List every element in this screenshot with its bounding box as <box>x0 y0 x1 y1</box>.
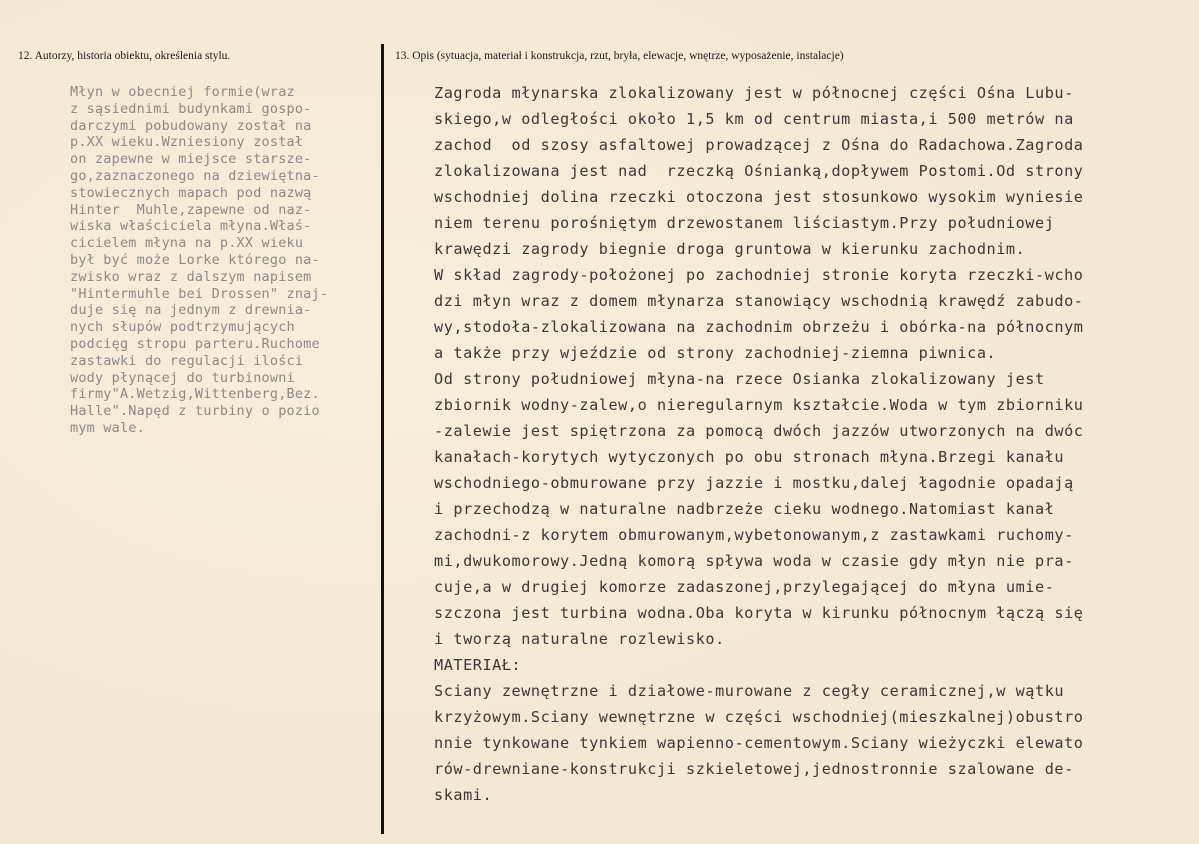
section-13-heading: 13. Opis (sytuacja, materiał i konstrukcja, rzut, bryła, elewacje, wnętrze, wyposażenie, instalacje) <box>395 50 844 62</box>
history-text-line: on zapewne w miejsce starsze- <box>70 151 312 168</box>
history-text-line: podcięg stropu parteru.Ruchome <box>70 335 320 352</box>
description-text-line: zbiornik wodny-zalew,o nieregularnym kształcie.Woda w tym zbiorniku <box>434 396 1084 414</box>
description-text-line: Sciany zewnętrzne i działowe-murowane z cegły ceramicznej,w wątku <box>434 682 1065 700</box>
history-text-line: mym wale. <box>70 419 145 436</box>
description-text-line: -zalewie jest spiętrzona za pomocą dwóch jazzów utworzonych na dwóc <box>434 422 1084 440</box>
history-text-line: z sąsiednimi budynkami gospo- <box>70 100 312 117</box>
description-text-line: krawędzi zagrody biegnie droga gruntowa w kierunku zachodnim. <box>434 240 1026 258</box>
description-text-line: Od strony południowej młyna-na rzece Osianka zlokalizowany jest <box>434 370 1045 388</box>
history-text-line: firmy"A.Wetzig,Wittenberg,Bez. <box>70 386 320 403</box>
description-text-line: rów-drewniane-konstrukcji szkieletowej,jednostronnie szalowane de- <box>434 760 1074 778</box>
description-text-line: cuje,a w drugiej komorze zadaszonej,przylegającej do młyna umie- <box>434 578 1055 596</box>
description-text-line: zlokalizowana jest nad rzeczką Ośnianką,dopływem Postomi.Od strony <box>434 162 1084 180</box>
section-12-heading: 12. Autorzy, historia obiektu, określenia stylu. <box>18 50 231 62</box>
history-text-line: zwisko wraz z dalszym napisem <box>70 268 312 285</box>
history-text-line: nych słupów podtrzymujących <box>70 319 295 336</box>
description-text-line: skiego,w odległości około 1,5 km od centrum miasta,i 500 metrów na <box>434 110 1074 128</box>
description-text-line: a także przy wjeździe od strony zachodniej-ziemna piwnica. <box>434 344 997 362</box>
description-text-line: Zagroda młynarska zlokalizowany jest w północnej części Ośna Lubu- <box>434 84 1074 102</box>
description-text-line: i tworzą naturalne rozlewisko. <box>434 630 725 648</box>
description-text-line: zachodni-z korytem obmurowanym,wybetonowanym,z zastawkami ruchomy- <box>434 526 1074 544</box>
description-text-line: wschodniej dolina rzeczki otoczona jest stosunkowo wysokim wyniesie <box>434 188 1084 206</box>
description-text-line: nnie tynkowane tynkiem wapienno-cementowym.Sciany wieżyczki elewato <box>434 734 1084 752</box>
history-text-line: cicielem młyna na p.XX wieku <box>70 235 304 252</box>
history-text-line: zastawki do regulacji ilości <box>70 352 304 369</box>
description-text-line: W skład zagrody-położonej po zachodniej stronie koryta rzeczki-wcho <box>434 266 1084 284</box>
history-text-line: wiska właściciela młyna.Właś- <box>70 218 312 235</box>
history-text-line: był być może Lorke którego na- <box>70 251 320 268</box>
history-text-line: duje się na jednym z drewnia- <box>70 302 312 319</box>
history-text-line: Hinter Muhle,zapewne od naz- <box>70 201 312 218</box>
history-text-line: wody płynącej do turbinowni <box>70 369 295 386</box>
description-text-line: mi,dwukomorowy.Jedną komorą spływa woda w czasie gdy młyn nie pra- <box>434 552 1074 570</box>
description-text-line: skami. <box>434 786 493 804</box>
description-text-line: wy,stodoła-zlokalizowana na zachodnim obrzeżu i obórka-na północnym <box>434 318 1084 336</box>
description-text-line: MATERIAŁ: <box>434 656 522 674</box>
history-text-line: Halle".Napęd z turbiny o pozio <box>70 403 320 420</box>
description-text-block <box>434 80 1174 808</box>
history-text-line: p.XX wieku.Wzniesiony został <box>70 134 304 151</box>
description-text-line: zachod od szosy asfaltowej prowadzącej z Ośna do Radachowa.Zagroda <box>434 136 1084 154</box>
history-text-block <box>70 84 382 437</box>
description-text-line: dzi młyn wraz z domem młynarza stanowiący wschodnią krawędź zabudo- <box>434 292 1084 310</box>
history-text-line: "Hintermuhle bei Drossen" znaj- <box>70 285 329 302</box>
description-text-line: i przechodzą w naturalne nadbrzeże cieku wodnego.Natomiast kanał <box>434 500 1055 518</box>
description-text-line: szczona jest turbina wodna.Oba koryta w kirunku północnym łączą się <box>434 604 1084 622</box>
description-text-line: krzyżowym.Sciany wewnętrzne w części wschodniej(mieszkalnej)obustro <box>434 708 1084 726</box>
history-text-line: go,zaznaczonego na dziewiętna- <box>70 167 320 184</box>
description-text-line: wschodniego-obmurowane przy jazzie i mostku,dalej łagodnie opadają <box>434 474 1074 492</box>
history-text-line: stowiecznych mapach pod nazwą <box>70 184 312 201</box>
history-text-line: darczymi pobudowany został na <box>70 117 312 134</box>
description-text-line: niem terenu porośniętym drzewostanem liściastym.Przy południowej <box>434 214 1055 232</box>
history-text-line: Młyn w obecniej formie(wraz <box>70 84 295 100</box>
description-text-line: kanałach-korytych wytyczonych po obu stronach młyna.Brzegi kanału <box>434 448 1065 466</box>
